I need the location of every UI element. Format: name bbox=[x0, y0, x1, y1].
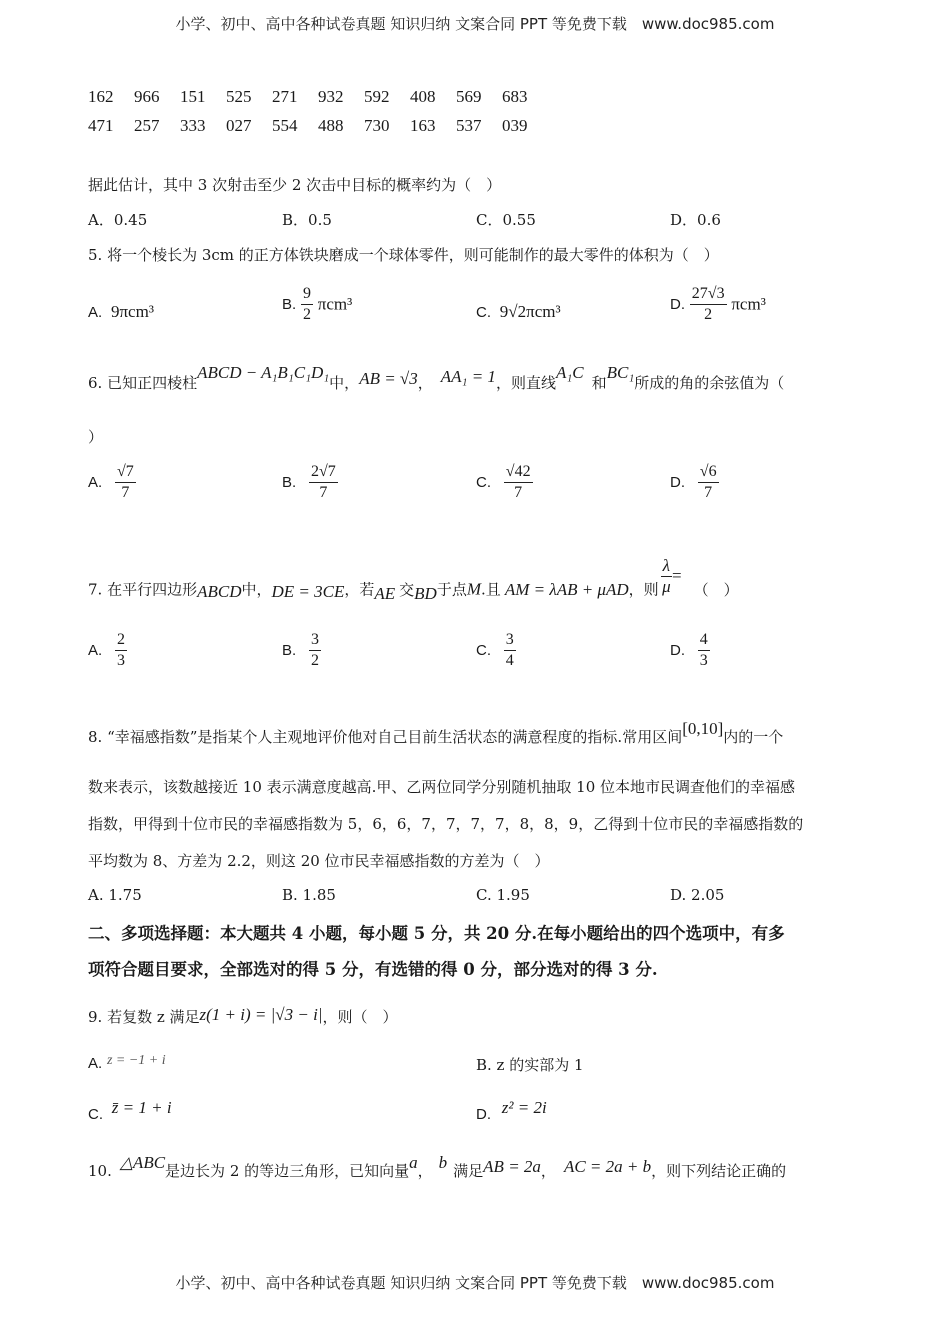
denominator: 2 bbox=[302, 306, 311, 323]
option-label: C. bbox=[476, 642, 491, 659]
q5-a-expr: 9πcm³ bbox=[110, 302, 154, 321]
q5-option-a bbox=[88, 302, 154, 322]
page-header-banner: 小学、初中、高中各种试卷真题 知识归纳 文案合同 PPT 等免费下载 www.doc985.com bbox=[175, 15, 775, 33]
rn-cell: 966 bbox=[134, 87, 160, 106]
option-label: B. bbox=[282, 474, 297, 491]
q6-prefix: 6. 已知正四棱柱 bbox=[88, 374, 198, 392]
numerator: 3 bbox=[504, 630, 516, 651]
q4-option-c: C．0.55 bbox=[476, 211, 536, 229]
q8-line1a: 8. “幸福感指数”是指某个人主观地评价他对自己目前生活状态的满意程度的指标.常用区间 bbox=[88, 728, 683, 746]
q8-option-a: A. 1.75 bbox=[88, 886, 142, 904]
q9-stem bbox=[88, 1006, 398, 1027]
option-label: A. bbox=[88, 304, 103, 321]
numerator: √7 bbox=[115, 462, 136, 483]
q10-mid2: 满足 bbox=[453, 1162, 484, 1180]
q10-vec-b: b bbox=[438, 1153, 448, 1172]
q7-option-b bbox=[282, 630, 321, 671]
q6-bc1: BC₁ bbox=[606, 363, 635, 382]
q6-d-fraction bbox=[698, 462, 719, 503]
rn-cell: 271 bbox=[272, 87, 298, 106]
q7-eqsign: = bbox=[672, 565, 682, 585]
q6-a-fraction bbox=[115, 462, 136, 503]
q7-abcd: ABCD bbox=[197, 581, 242, 601]
q5-b-tail: πcm³ bbox=[317, 294, 353, 314]
q8-interval: [0,10] bbox=[682, 719, 724, 738]
denominator: 7 bbox=[319, 484, 328, 501]
option-label: C. bbox=[476, 474, 491, 491]
q9-option-c bbox=[88, 1098, 172, 1123]
rn-cell: 537 bbox=[456, 116, 482, 135]
rn-cell: 683 bbox=[502, 87, 528, 106]
q5-stem: 5. 将一个棱长为 3cm 的正方体铁块磨成一个球体零件，则可能制作的最大零件的体积为（ ） bbox=[88, 246, 719, 264]
option-label: D. bbox=[670, 474, 685, 491]
q7-mid5: ，则 bbox=[628, 580, 659, 599]
q6-prism: ABCD − A₁B₁C₁D₁ bbox=[197, 363, 330, 382]
random-row-2 bbox=[88, 116, 548, 136]
q6-option-a bbox=[88, 462, 136, 503]
option-label: A. bbox=[88, 642, 103, 659]
q6-and: 和 bbox=[591, 374, 607, 392]
option-label: B. bbox=[282, 296, 297, 313]
q5-option-b bbox=[282, 284, 352, 325]
numerator: 4 bbox=[698, 630, 710, 651]
q8-line3: 指数，甲得到十位市民的幸福感指数为 5，6，6，7，7，7，7，8，8，9，乙得到十位市民的幸福感指数的 bbox=[88, 815, 804, 833]
q10-sep1: ， bbox=[417, 1162, 433, 1180]
option-label: B. bbox=[282, 642, 297, 659]
denominator: 7 bbox=[514, 484, 523, 501]
q6-b-fraction bbox=[309, 462, 338, 503]
q8-line2: 数来表示，该数越接近 10 表示满意度越高.甲、乙两位同学分别随机抽取 10 位本地市民调查他们的幸福感 bbox=[88, 778, 796, 796]
q7-option-a bbox=[88, 630, 127, 671]
rn-cell: 333 bbox=[180, 116, 206, 135]
q6-mid1: 中， bbox=[329, 374, 360, 392]
numerator: √6 bbox=[698, 462, 719, 483]
q9-equation: z(1 + i) = |√3 − i| bbox=[199, 1005, 323, 1024]
rn-cell: 730 bbox=[364, 116, 390, 135]
q7-mid2: ，若 bbox=[344, 580, 375, 599]
q8-option-c: C. 1.95 bbox=[476, 886, 530, 904]
numerator: √42 bbox=[504, 462, 533, 483]
rn-cell: 569 bbox=[456, 87, 482, 106]
q8-option-d: D. 2.05 bbox=[670, 886, 725, 904]
rn-cell: 592 bbox=[364, 87, 390, 106]
denominator: μ bbox=[662, 577, 671, 596]
rn-cell: 932 bbox=[318, 87, 344, 106]
q5-b-fraction bbox=[301, 284, 313, 325]
denominator: 2 bbox=[704, 306, 713, 323]
rn-cell: 151 bbox=[180, 87, 206, 106]
q10-tail: ，则下列结论正确的 bbox=[651, 1162, 787, 1180]
rn-cell: 162 bbox=[88, 87, 114, 106]
q6-ab: AB = √3 bbox=[359, 369, 418, 388]
q7-mid3: 于点 bbox=[436, 580, 467, 599]
q8-option-b: B. 1.85 bbox=[282, 886, 336, 904]
q7-bd: BD bbox=[414, 583, 437, 603]
q7-mid4: .且 bbox=[481, 580, 501, 599]
section2-heading-line2: 项符合题目要求，全部选对的得 5 分，有选错的得 0 分，部分选对的得 3 分. bbox=[88, 960, 658, 979]
q7-am-eq: AM = λAB + μAD bbox=[504, 579, 629, 599]
rn-cell: 525 bbox=[226, 87, 252, 106]
q6-tail: 所成的角的余弦值为（ bbox=[634, 374, 785, 392]
q7-prefix: 7. 在平行四边形 bbox=[88, 580, 198, 599]
q5-c-expr: 9√2πcm³ bbox=[499, 302, 561, 321]
q9-d-expr: z² = 2i bbox=[501, 1098, 547, 1117]
page-footer-banner: 小学、初中、高中各种试卷真题 知识归纳 文案合同 PPT 等免费下载 www.doc985.com bbox=[175, 1274, 775, 1292]
q7-c-fraction bbox=[504, 630, 516, 671]
q10-triangle: △ABC bbox=[119, 1153, 166, 1172]
section2-heading-line1: 二、多项选择题：本大题共 4 小题，每小题 5 分，共 20 分.在每小题给出的四个选项中，有多 bbox=[88, 924, 785, 943]
q6-close-paren: ） bbox=[88, 428, 104, 446]
q9-prefix: 9. 若复数 z 满足 bbox=[88, 1008, 200, 1026]
q10-mid1: 是边长为 2 的等边三角形，已知向量 bbox=[165, 1162, 410, 1180]
numerator: 9 bbox=[301, 284, 313, 305]
denominator: 3 bbox=[116, 652, 125, 669]
q10-prefix: 10. bbox=[88, 1162, 112, 1180]
numerator: 27√3 bbox=[690, 284, 727, 305]
q7-vector-eq: DE = 3CE bbox=[271, 581, 345, 601]
option-label: A. bbox=[88, 1055, 103, 1072]
q7-option-d bbox=[670, 630, 710, 671]
denominator: 4 bbox=[505, 652, 514, 669]
numerator: 2√7 bbox=[309, 462, 338, 483]
option-label: C. bbox=[476, 304, 491, 321]
rn-cell: 408 bbox=[410, 87, 436, 106]
q10-eq2: AC = 2a + b bbox=[563, 1157, 652, 1176]
q7-stem bbox=[88, 556, 739, 611]
q6-stem bbox=[88, 363, 785, 393]
denominator: 3 bbox=[699, 652, 708, 669]
q5-d-fraction bbox=[690, 284, 727, 325]
q6-sep: ， bbox=[417, 374, 433, 392]
q7-ae: AE bbox=[374, 583, 396, 603]
q9-a-expr: z = −1 + i bbox=[106, 1053, 166, 1068]
rn-cell: 257 bbox=[134, 116, 160, 135]
q4-option-b: B．0.5 bbox=[282, 211, 332, 229]
q6-a1c: A₁C bbox=[555, 363, 584, 382]
q4-stem: 据此估计，其中 3 次射击至少 2 次击中目标的概率约为（ ） bbox=[88, 176, 502, 194]
random-row-1 bbox=[88, 87, 548, 107]
q9-c-expr: z̄ = 1 + i bbox=[111, 1098, 172, 1117]
q6-option-c bbox=[476, 462, 533, 503]
q7-option-c bbox=[476, 630, 516, 671]
q6-mid2: ，则直线 bbox=[495, 374, 556, 392]
q10-eq1: AB = 2a bbox=[483, 1157, 541, 1176]
option-label: D. bbox=[670, 296, 685, 313]
q7-mid1: 中， bbox=[241, 580, 272, 599]
q6-option-d bbox=[670, 462, 719, 503]
rn-cell: 163 bbox=[410, 116, 436, 135]
option-label: C. bbox=[88, 1106, 103, 1123]
q6-aa1: AA₁ = 1 bbox=[440, 367, 496, 386]
option-label: A. bbox=[88, 474, 103, 491]
numerator: λ bbox=[662, 556, 671, 575]
denominator: 7 bbox=[704, 484, 713, 501]
q10-vec-a: a bbox=[409, 1153, 418, 1172]
q4-option-a: A．0.45 bbox=[88, 211, 148, 229]
q7-a-fraction bbox=[115, 630, 127, 671]
numerator: 3 bbox=[309, 630, 321, 651]
option-label: D. bbox=[670, 642, 685, 659]
q9-option-a bbox=[88, 1054, 166, 1073]
q5-option-c bbox=[476, 302, 561, 322]
q4-option-d: D．0.6 bbox=[670, 211, 721, 229]
rn-cell: 471 bbox=[88, 116, 114, 135]
rn-cell: 488 bbox=[318, 116, 344, 135]
q7-d-fraction bbox=[698, 630, 710, 671]
numerator: 2 bbox=[115, 630, 127, 651]
q8-line4: 平均数为 8、方差为 2.2，则这 20 位市民幸福感指数的方差为（ ） bbox=[88, 852, 550, 870]
rn-cell: 554 bbox=[272, 116, 298, 135]
q9-option-d bbox=[476, 1098, 547, 1123]
q7-point-m: M bbox=[466, 579, 482, 599]
q7-paren: （ ） bbox=[693, 580, 739, 599]
q9-option-b: B. z 的实部为 1 bbox=[476, 1056, 584, 1074]
q8-line1 bbox=[88, 719, 784, 747]
q7-b-fraction bbox=[309, 630, 321, 671]
q6-option-b bbox=[282, 462, 338, 503]
rn-cell: 027 bbox=[226, 116, 252, 135]
q7-ratio bbox=[661, 556, 672, 597]
q7-jiao: 交 bbox=[399, 580, 415, 599]
denominator: 2 bbox=[310, 652, 319, 669]
option-label: D. bbox=[476, 1106, 491, 1123]
q9-tail: ，则（ ） bbox=[322, 1008, 398, 1026]
rn-cell: 039 bbox=[502, 116, 528, 135]
q8-line1b: 内的一个 bbox=[723, 728, 784, 746]
q6-c-fraction bbox=[504, 462, 533, 503]
q5-d-tail: πcm³ bbox=[731, 294, 766, 314]
denominator: 7 bbox=[121, 484, 130, 501]
q10-sep2: ， bbox=[540, 1162, 556, 1180]
q10-stem bbox=[88, 1153, 787, 1181]
q5-option-d bbox=[670, 284, 766, 325]
